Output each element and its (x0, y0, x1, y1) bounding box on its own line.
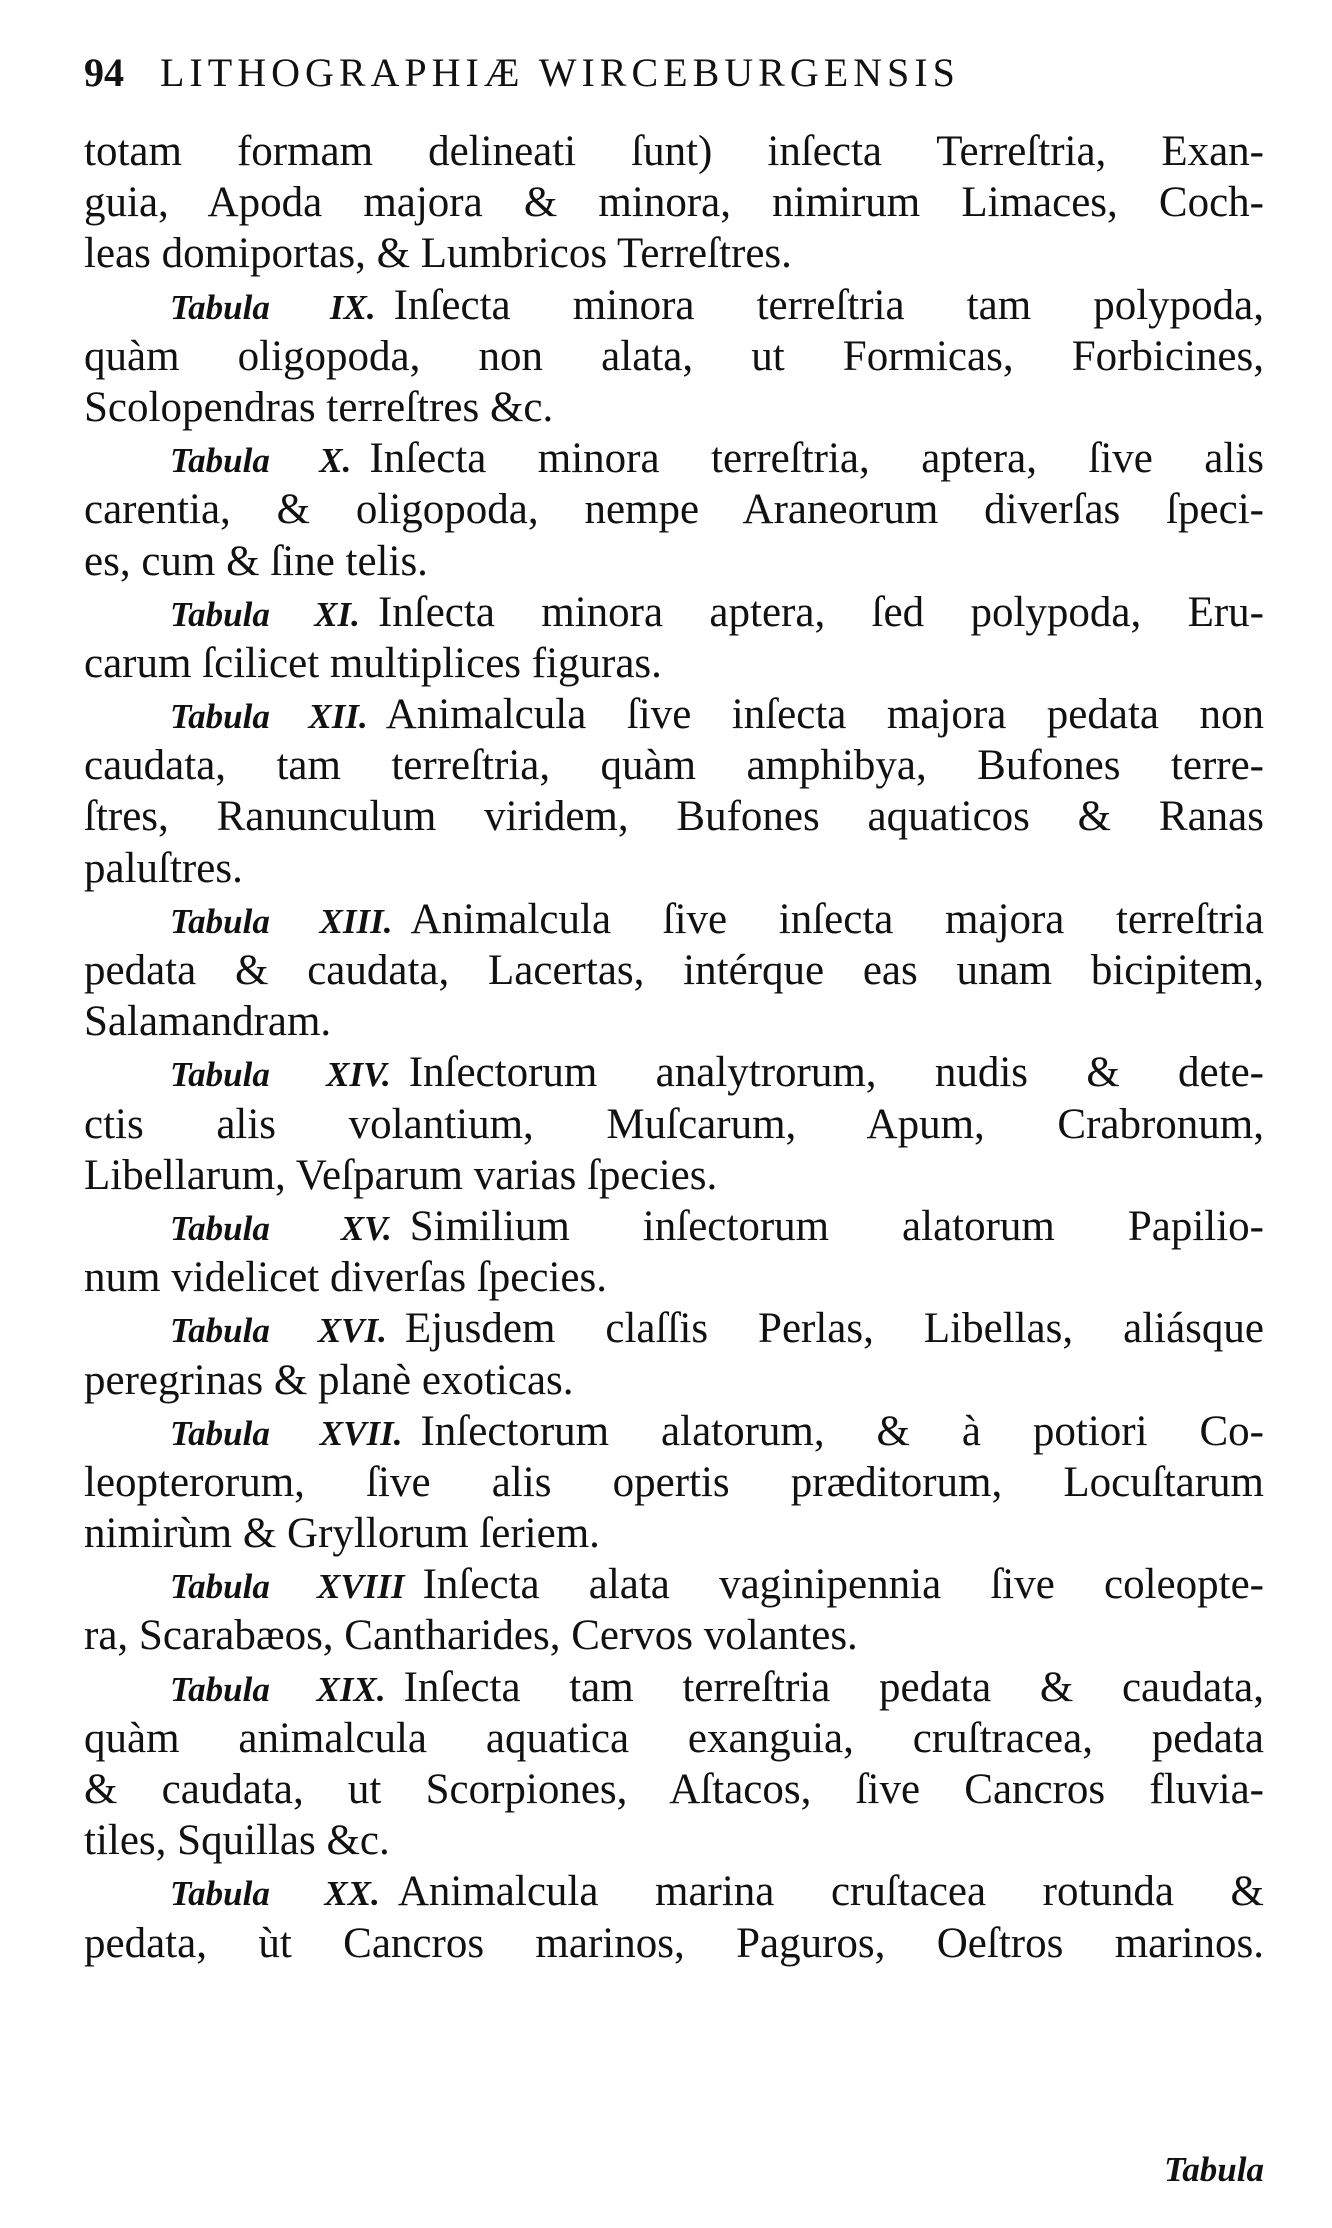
text-line (84, 894, 1264, 945)
text-line (84, 1303, 1264, 1354)
text-line (84, 484, 1264, 535)
plate-label: Tabula XI. (170, 594, 360, 634)
line-text: caudata, tam terreſtria, quàm amphibya, Bufones terre- (84, 742, 1264, 790)
line-text: Inſecta minora terreſtria tam polypoda, (393, 281, 1264, 329)
line-text: ctis alis volantium, Muſcarum, Apum, Crabronum, (84, 1100, 1264, 1148)
plate-label: Tabula X. (170, 441, 352, 481)
line-text: leas domiportas, & Lumbricos Terreſtres. (84, 230, 792, 278)
text-line (84, 1508, 1264, 1559)
running-title: LITHOGRAPHIÆ WIRCEBURGENSIS (160, 50, 960, 95)
plate-label: Tabula XVIII (170, 1567, 405, 1607)
text-line (84, 1764, 1264, 1815)
line-text: & caudata, ut Scorpiones, Aſtacos, ſive Cancros fluvia- (84, 1766, 1264, 1813)
line-text: paluſtres. (84, 844, 243, 892)
text-line (84, 1252, 1264, 1303)
text-line (84, 1610, 1264, 1661)
line-text: ſtres, Ranunculum viridem, Bufones aquaticos & Ranas (84, 793, 1264, 841)
text-line (84, 1150, 1264, 1201)
line-text: carentia, & oligopoda, nempe Araneorum diverſas ſpeci- (84, 486, 1264, 534)
line-text: quàm oligopoda, non alata, ut Formicas, Forbicines, (84, 332, 1264, 380)
line-text: Ejusdem claſſis Perlas, Libellas, aliásque (404, 1305, 1264, 1353)
running-header (84, 50, 1264, 96)
text-line (84, 689, 1264, 740)
line-text: Similium inſectorum alatorum Papilio- (409, 1202, 1264, 1250)
text-line (84, 433, 1264, 484)
line-text: pedata, ùt Cancros marinos, Paguros, Oeſtros marinos. (84, 1919, 1264, 1967)
text-line (84, 1406, 1264, 1457)
line-text: Inſectorum analytrorum, nudis & dete- (408, 1049, 1264, 1097)
plate-label: Tabula XV. (170, 1208, 392, 1248)
plate-label: Tabula XIII. (170, 901, 393, 941)
text-line (84, 1099, 1264, 1150)
text-line (84, 280, 1264, 331)
text-line (84, 536, 1264, 587)
line-text: Inſecta minora terreſtria, aptera, ſive alis (369, 435, 1265, 483)
line-text: Inſecta tam terreſtria pedata & caudata, (403, 1663, 1264, 1711)
text-line (84, 1559, 1264, 1610)
line-text: guia, Apoda majora & minora, nimirum Limaces, Coch- (84, 179, 1264, 227)
line-text: es, cum & ſine telis. (84, 537, 428, 585)
text-line (84, 791, 1264, 842)
line-text: pedata & caudata, Lacertas, intérque eas unam bicipitem, (84, 947, 1264, 994)
line-text: Animalcula ſive inſecta majora terreſtria (410, 895, 1264, 943)
text-line (84, 1918, 1264, 1969)
text-line (84, 382, 1264, 433)
text-line (84, 331, 1264, 382)
line-text: peregrinas & planè exoticas. (84, 1356, 574, 1404)
plate-label: Tabula XVII. (170, 1413, 403, 1453)
text-line (84, 1866, 1264, 1917)
line-text: totam formam delineati ſunt) inſecta Terreſtria, Exan- (84, 128, 1264, 175)
text-line (84, 945, 1264, 996)
text-line (84, 996, 1264, 1047)
text-line (84, 1815, 1264, 1866)
line-text: quàm animalcula aquatica exanguia, cruſtracea, pedata (84, 1714, 1264, 1762)
plate-label: Tabula XVI. (170, 1311, 387, 1351)
line-text: Animalcula ſive inſecta majora pedata non (385, 691, 1264, 739)
plate-label: Tabula XIX. (170, 1669, 386, 1709)
line-text: ra, Scarabæos, Cantharides, Cervos volantes. (84, 1612, 858, 1660)
text-line (84, 228, 1264, 279)
line-text: leopterorum, ſive alis opertis præditorum, Locuſtarum (84, 1458, 1264, 1506)
plate-label: Tabula XX. (170, 1874, 380, 1914)
line-text: Inſecta alata vaginipennia ſive coleopte- (422, 1561, 1264, 1609)
text-line (84, 843, 1264, 894)
plate-label: Tabula IX. (170, 287, 376, 327)
plate-label: Tabula XII. (170, 697, 368, 737)
text-line (84, 1201, 1264, 1252)
text-line (84, 1662, 1264, 1713)
catchword: Tabula (1164, 2150, 1264, 2189)
text-line (84, 1355, 1264, 1406)
line-text: num videlicet diverſas ſpecies. (84, 1254, 607, 1302)
plate-label: Tabula XIV. (170, 1055, 391, 1095)
text-line (84, 1047, 1264, 1098)
text-line (84, 177, 1264, 228)
text-line (84, 1713, 1264, 1764)
body-text (84, 126, 1264, 1969)
line-text: Salamandram. (84, 998, 332, 1046)
line-text: Inſectorum alatorum, & à potiori Co- (420, 1407, 1264, 1455)
line-text: Libellarum, Veſparum varias ſpecies. (84, 1151, 718, 1199)
text-line (84, 587, 1264, 638)
text-line (84, 1457, 1264, 1508)
text-line (84, 740, 1264, 791)
line-text: carum ſcilicet multiplices figuras. (84, 639, 662, 687)
line-text: nimirùm & Gryllorum ſeriem. (84, 1510, 600, 1558)
line-text: tiles, Squillas &c. (84, 1817, 390, 1865)
text-line (84, 126, 1264, 177)
page-number: 94 (84, 50, 124, 95)
line-text: Scolopendras terreſtres &c. (84, 383, 554, 431)
line-text: Animalcula marina cruſtacea rotunda & (397, 1868, 1265, 1916)
line-text: Inſecta minora aptera, ſed polypoda, Eru- (377, 588, 1264, 636)
text-line (84, 638, 1264, 689)
